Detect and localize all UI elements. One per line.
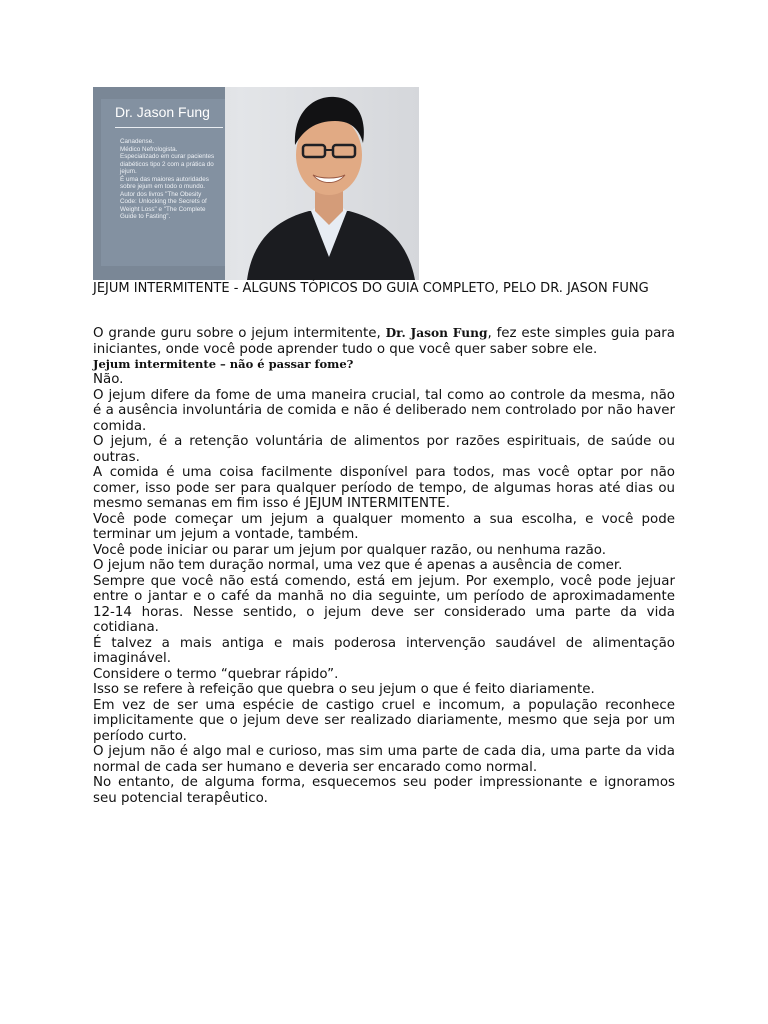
paragraph: Você pode começar um jejum a qualquer momento a sua escolha, e você pode terminar um jejum a vontade, também. <box>93 511 675 542</box>
section-subheading: Jejum intermitente – não é passar fome? <box>93 357 354 371</box>
bio-line: Médico Nefrologista. <box>120 145 178 153</box>
paragraph: A comida é uma coisa facilmente disponível para todos, mas você optar por não comer, isso pode ser para qualquer período de tempo, de algumas horas até dias ou mesmo semanas em fim isso é JEJUM INTERMITENTE. <box>93 465 675 511</box>
paragraph: Em vez de ser uma espécie de castigo cruel e incomum, a população reconhece implicitamente que o jejum deve ser realizado diariamente, mesmo que seja por um período curto. <box>93 697 675 744</box>
paragraph: Sempre que você não está comendo, está em jejum. Por exemplo, você pode jejuar entre o jantar e o café da manhã no dia seguinte, um período de aproximadamente 12-14 horas. Nesse sentido, o jejum deve ser considerado uma parte da vida cotidiana. <box>93 573 675 635</box>
author-photo-banner <box>93 87 419 280</box>
bio-lines <box>120 138 232 221</box>
bio-name: Dr. Jason Fung <box>115 104 210 120</box>
paragraph: Não. <box>93 372 124 387</box>
bio-line: jejum. <box>120 168 137 175</box>
bio-line: Canadense. <box>120 138 154 145</box>
paragraph: Considere o termo “quebrar rápido”. <box>93 666 339 682</box>
bio-line: sobre jejum em todo o mundo. <box>120 183 206 190</box>
intro-paragraph <box>93 326 675 357</box>
paragraph: Isso se refere à refeição que quebra o seu jejum o que é feito diariamente. <box>93 682 595 697</box>
bio-line: diabéticos tipo 2 com a prática do <box>120 160 214 168</box>
portrait-photo <box>239 87 419 280</box>
paragraph: Você pode iniciar ou parar um jejum por qualquer razão, ou nenhuma razão. <box>93 542 606 558</box>
bio-line: Autor dos livros "The Obesity <box>120 190 202 198</box>
bio-divider <box>115 127 223 128</box>
document-heading: JEJUM INTERMITENTE - ALGUNS TÓPICOS DO GUIA COMPLETO, PELO DR. JASON FUNG <box>93 281 649 296</box>
paragraph: O jejum difere da fome de uma maneira crucial, tal como ao controle da mesma, não é a ausência involuntária de comida e não é deliberado nem controlado por não haver comida. <box>93 387 675 434</box>
bio-line: Code: Unlocking the Secrets of <box>120 198 207 205</box>
bio-line: Especializado em curar pacientes <box>120 153 215 160</box>
paragraph: O jejum não é algo mal e curioso, mas sim uma parte de cada dia, uma parte da vida normal de cada ser humano e deveria ser encarado como normal. <box>93 744 675 775</box>
paragraph: É talvez a mais antiga e mais poderosa intervenção saudável de alimentação imaginável. <box>93 635 675 666</box>
bio-line: Weight Loss" e "The Complete <box>120 205 206 213</box>
intro-author-name: Dr. Jason Fung <box>385 326 488 340</box>
document-body <box>93 326 675 806</box>
paragraph: O jejum não tem duração normal, uma vez que é apenas a ausência de comer. <box>93 558 623 573</box>
bio-line: É uma das maiores autoridades <box>120 175 209 183</box>
intro-text-before: O grande guru sobre o jejum intermitente, <box>93 326 386 341</box>
paragraph: O jejum, é a retenção voluntária de alimentos por razões espirituais, de saúde ou outras. <box>93 434 675 465</box>
paragraph: No entanto, de alguma forma, esquecemos seu poder impressionante e ignoramos seu potencial terapêutico. <box>93 775 675 806</box>
intro-text-after: , fez este simples guia para iniciantes, onde você pode aprender tudo o que você quer saber sobre ele. <box>93 326 675 357</box>
bio-line: Guide to Fasting". <box>120 213 171 220</box>
